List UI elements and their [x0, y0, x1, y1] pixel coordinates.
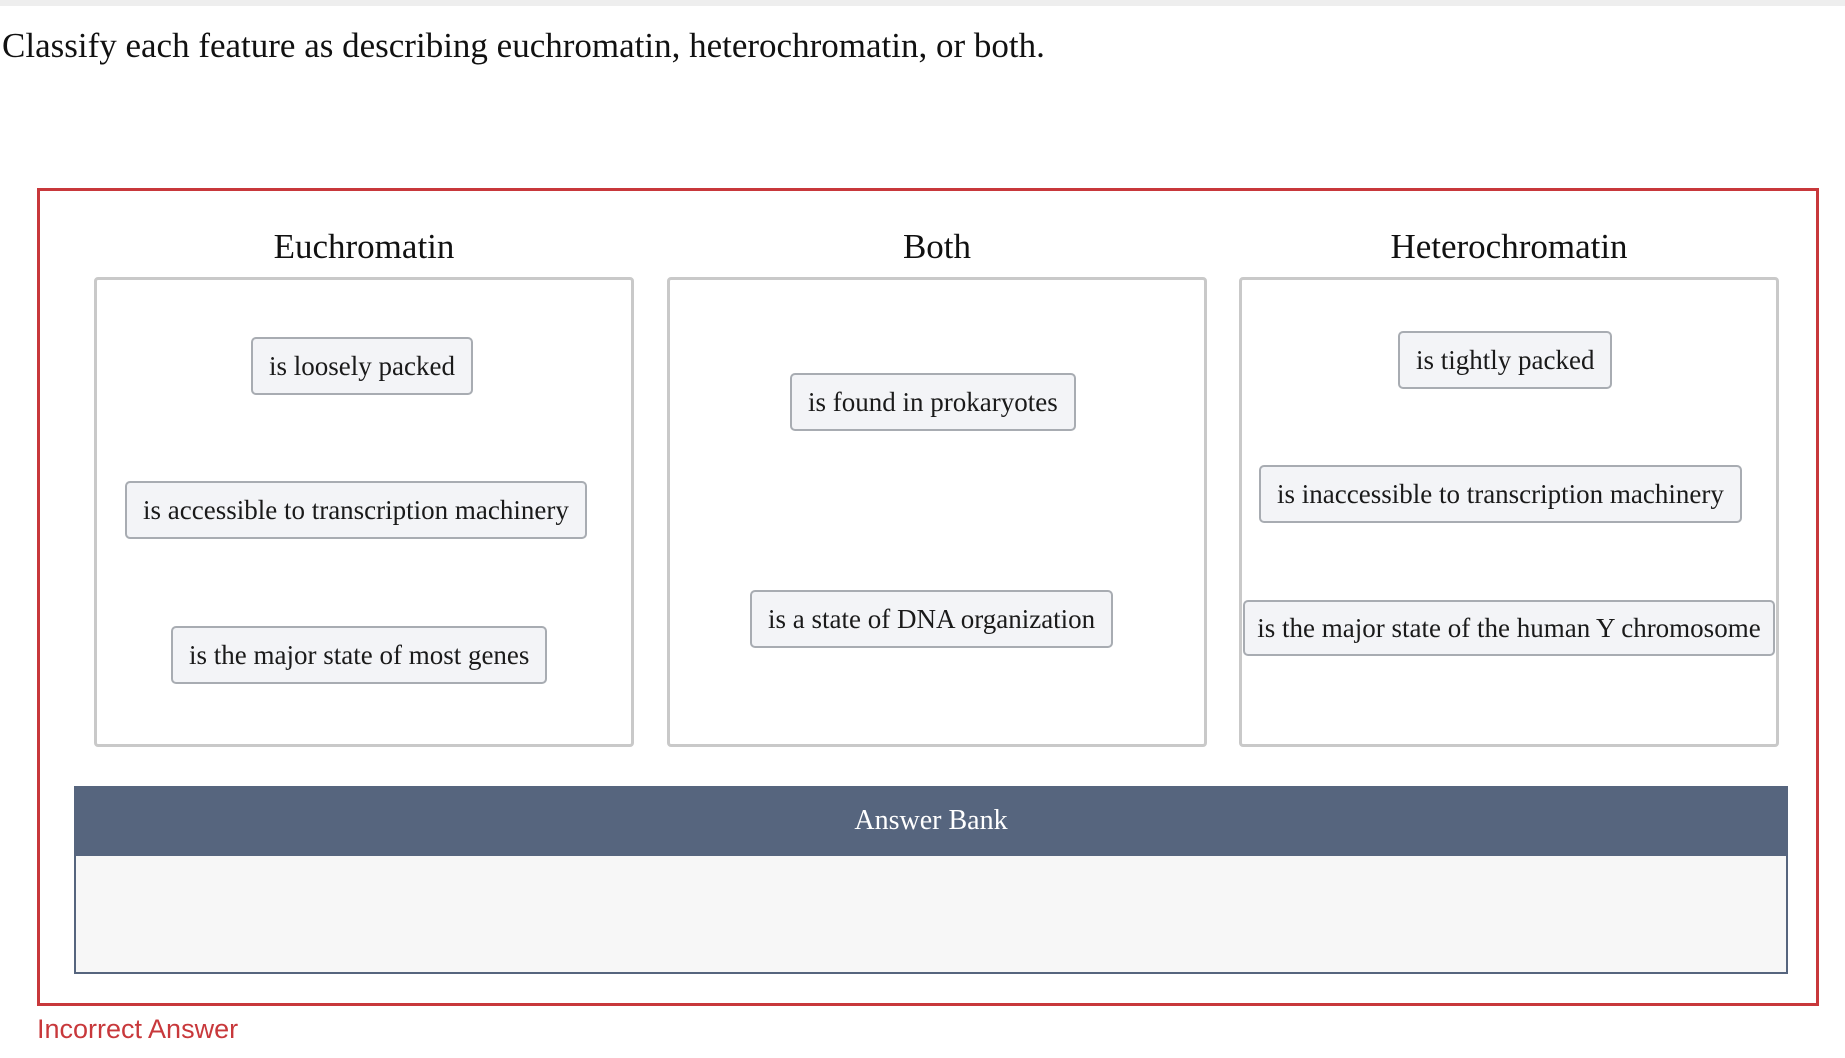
question-prompt: Classify each feature as describing euchromatin, heterochromatin, or both. — [2, 26, 1045, 65]
answer-bank-drop-area[interactable] — [74, 856, 1788, 974]
answer-chip[interactable]: is a state of DNA organization — [750, 590, 1113, 648]
result-status: Incorrect Answer — [37, 1014, 239, 1044]
answer-chip[interactable]: is loosely packed — [251, 337, 473, 395]
top-bar — [0, 0, 1845, 6]
answer-bank-header: Answer Bank — [74, 786, 1788, 856]
classification-frame — [37, 188, 1819, 1006]
drop-zone-euchromatin[interactable] — [94, 277, 634, 747]
column-title-both: Both — [902, 227, 972, 266]
column-title-euchromatin: Euchromatin — [273, 227, 455, 266]
answer-chip[interactable]: is found in prokaryotes — [790, 373, 1076, 431]
drop-zone-heterochromatin[interactable] — [1239, 277, 1779, 747]
answer-chip[interactable]: is tightly packed — [1398, 331, 1612, 389]
column-title-heterochromatin: Heterochromatin — [1390, 227, 1628, 266]
answer-chip[interactable]: is accessible to transcription machinery — [125, 481, 587, 539]
answer-chip[interactable]: is the major state of most genes — [171, 626, 547, 684]
answer-chip[interactable]: is inaccessible to transcription machinery — [1259, 465, 1742, 523]
answer-chip[interactable]: is the major state of the human Y chromosome — [1243, 600, 1775, 656]
drop-zone-both[interactable] — [667, 277, 1207, 747]
